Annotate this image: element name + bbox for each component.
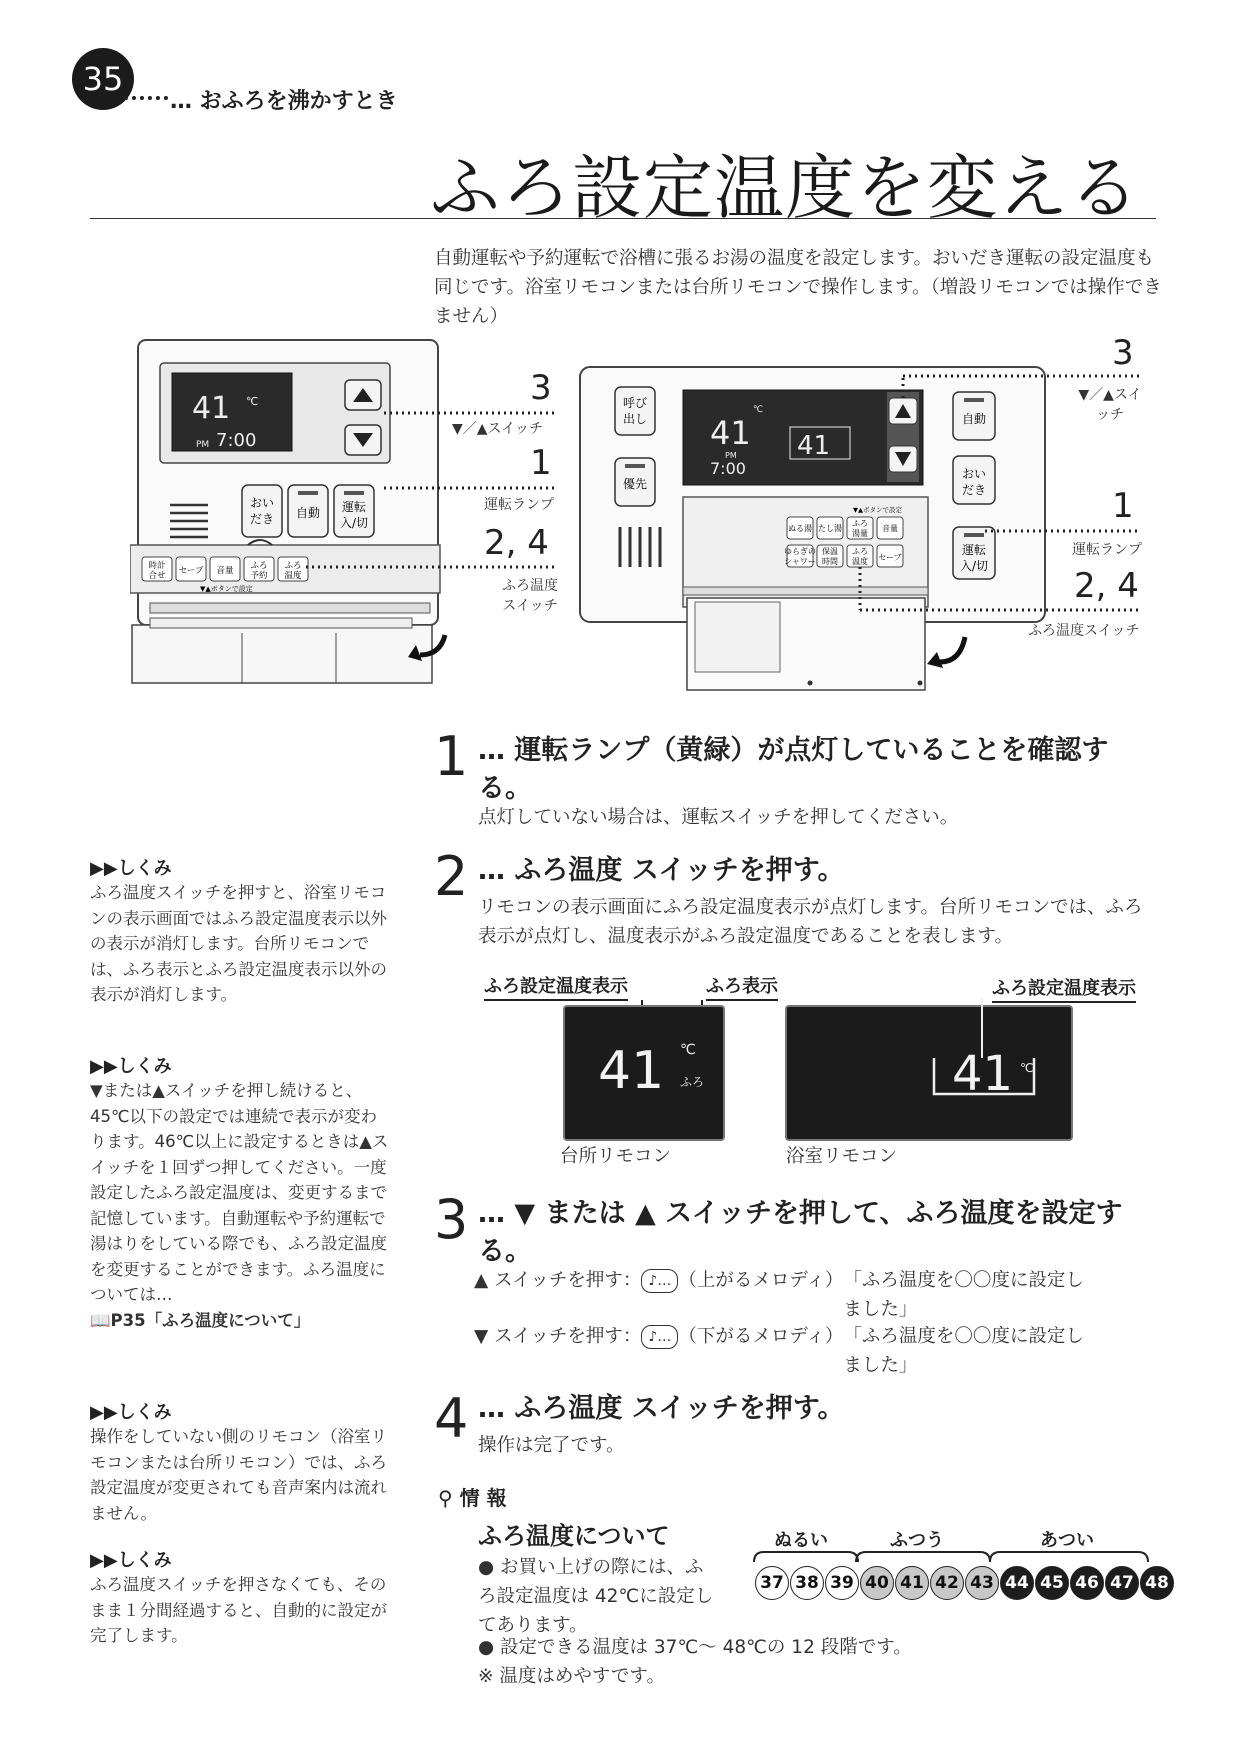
svg-text:入/切: 入/切 (959, 559, 989, 573)
bath-remote-temp: 41 (710, 414, 751, 452)
svg-text:合せ: 合せ (148, 571, 166, 581)
temp-circle: 37 (755, 1566, 789, 1600)
svg-text:温度: 温度 (284, 571, 302, 581)
page-number-badge: 35 (72, 48, 134, 110)
svg-text:時間: 時間 (822, 557, 838, 566)
step-4-title: … ふろ温度 スイッチを押す。 (478, 1393, 845, 1424)
kitchen-auto-button[interactable] (288, 485, 328, 537)
kitchen-callout-1-label: 運転ランプ (484, 497, 554, 513)
svg-text:保温: 保温 (822, 547, 838, 556)
svg-text:ぬる湯: ぬる湯 (788, 524, 812, 533)
sidebar-note-4: ▶▶しくみ ふろ温度スイッチを押さなくても、そのまま１分間経過すると、自動的に設定が完了します。 (90, 1550, 387, 1645)
svg-text:自動: 自動 (295, 506, 321, 520)
temp-circle: 46 (1070, 1566, 1104, 1600)
svg-text:シャワー: シャワー (784, 557, 816, 566)
svg-text:たし湯: たし湯 (818, 524, 842, 533)
intro-text: 自動運転や予約運転で浴槽に張るお湯の温度を設定します。おいだき運転の設定温度も同じです。浴室リモコンまたは台所リモコンで操作します。（増設リモコンでは操作できません） (434, 248, 1162, 327)
kitchen-remote-temp: 41 (192, 391, 231, 426)
svg-text:だき: だき (249, 512, 275, 526)
range-label-cool: ぬるい (774, 1530, 828, 1551)
melody-icon: ♪… (641, 1325, 678, 1349)
svg-text:だき: だき (961, 483, 987, 497)
kitchen-remote-caption: 台所リモコン (560, 1146, 672, 1167)
kitchen-furo-indicator: ふろ (680, 1075, 705, 1089)
range-brackets (752, 1546, 1152, 1564)
kitchen-callout-3: 3 (530, 368, 552, 408)
svg-text:予約: 予約 (250, 571, 268, 581)
kitchen-callout-1: 1 (530, 443, 552, 483)
svg-text:PM: PM (196, 440, 210, 450)
svg-text:運転: 運転 (341, 500, 367, 514)
melody-icon: ♪… (641, 1269, 678, 1293)
info-bullet-2: ● 設定できる温度は 37℃～ 48℃の 12 段階です。 (478, 1637, 912, 1658)
temperature-display-illustrations (560, 998, 1160, 1148)
svg-text:運転: 運転 (961, 543, 987, 557)
temp-circle: 47 (1105, 1566, 1139, 1600)
title-rule (90, 218, 1156, 219)
bath-callout-1-label: 運転ランプ (1072, 542, 1142, 558)
bath-up-button[interactable] (889, 398, 917, 424)
svg-text:▼▲ボタンで設定: ▼▲ボタンで設定 (200, 585, 253, 593)
svg-text:出し: 出し (622, 412, 648, 426)
bath-callout-1: 1 (1112, 486, 1134, 526)
bath-priority-button[interactable] (615, 458, 655, 506)
bath-setting-display-label: ふろ設定温度表示 (992, 974, 1136, 1000)
sidebar-reference-link[interactable]: 📖P35「ふろ温度について」 (90, 1310, 311, 1330)
svg-text:PM: PM (725, 451, 737, 460)
temperature-scale (755, 1566, 1175, 1600)
section-name: … おふろを沸かすとき (170, 89, 398, 114)
bath-callout-3: 3 (1112, 333, 1134, 373)
temp-circle: 43 (965, 1566, 999, 1600)
range-label-mid: ふつう (890, 1530, 944, 1551)
svg-text:音量: 音量 (216, 566, 234, 576)
svg-text:おい: おい (961, 467, 987, 481)
svg-text:ふろ: ふろ (852, 519, 868, 528)
svg-text:優先: 優先 (622, 477, 648, 491)
kitchen-power-button[interactable] (334, 485, 374, 537)
book-icon: 📖 (90, 1310, 111, 1330)
temp-circle: 39 (825, 1566, 859, 1600)
step-2-body: リモコンの表示画面にふろ設定温度表示が点灯します。台所リモコンでは、ふろ表示が点灯し、温度表示がふろ設定温度であることを表します。 (478, 897, 1143, 947)
kitchen-up-button[interactable] (345, 380, 381, 410)
bath-remote-caption: 浴室リモコン (786, 1146, 898, 1167)
info-note: ※ 温度はめやすです。 (478, 1666, 665, 1687)
sidebar-note-2: ▶▶しくみ ▼または▲スイッチを押し続けると、45℃以下の設定では連続で表示が変わります。46℃以上に設定するときは▲スイッチを１回ずつ押してください。一度設定したふろ設定温度は、変更するまで記憶しています。自動運転や予約運転で湯はりをしている際でも、ふろ設定温度を変更することができます。ふろ温度については… 📖P35「ふろ温度について」 (90, 1052, 390, 1333)
kitchen-callout-3-label: ▼／▲スイッチ (452, 421, 543, 437)
temp-circle: 42 (930, 1566, 964, 1600)
info-heading: ⚲ 情 報 (438, 1486, 507, 1510)
svg-text:温度: 温度 (852, 557, 868, 566)
kitchen-oidaki-button[interactable] (242, 485, 282, 537)
bath-callout-3-label: ▼／▲スイッチ (1078, 387, 1142, 423)
svg-text:ゆらぎの: ゆらぎの (784, 547, 816, 556)
sidebar-note-3: ▶▶しくみ 操作をしていない側のリモコン（浴室リモコンまたは台所リモコン）では、ふろ設定温度が変更されても音声案内は流れません。 (90, 1402, 387, 1523)
range-label-hot: あつい (1040, 1530, 1094, 1551)
bath-auto-button[interactable] (953, 392, 995, 440)
svg-text:ふろ: ふろ (250, 561, 268, 571)
svg-text:呼び: 呼び (622, 396, 648, 410)
magnifier-icon: ⚲ (438, 1486, 453, 1510)
svg-text:ふろ: ふろ (852, 547, 868, 556)
temp-circle: 38 (790, 1566, 824, 1600)
step-2-number: 2 (434, 845, 469, 908)
bath-oidaki-button[interactable] (953, 456, 995, 504)
step-1-number: 1 (434, 725, 469, 788)
temp-circle: 44 (1000, 1566, 1034, 1600)
svg-text:おい: おい (249, 496, 275, 510)
svg-text:41: 41 (797, 431, 831, 461)
bath-power-button[interactable] (953, 527, 995, 579)
step-2-title: … ふろ温度 スイッチを押す。 (478, 855, 845, 886)
step-3-line-up: ▲ スイッチを押す： ♪… （上がるメロディ） 「ふろ温度を〇〇度に設定しました」 (474, 1270, 1084, 1320)
step-3-line-down: ▼ スイッチを押す： ♪… （下がるメロディ） 「ふろ温度を〇〇度に設定しました」 (474, 1326, 1084, 1376)
bath-remote-illustration (575, 362, 1165, 702)
svg-text:湯量: 湯量 (852, 529, 868, 538)
temp-circle: 41 (895, 1566, 929, 1600)
bath-call-button[interactable] (615, 387, 655, 435)
svg-text:セーブ: セーブ (878, 553, 902, 562)
kitchen-callout-24-label: ふろ温度スイッチ (502, 578, 558, 614)
svg-text:ふろ: ふろ (284, 561, 302, 571)
svg-text:℃: ℃ (753, 405, 764, 415)
info-bullet-1: ● お買い上げの際には、ふろ設定温度は 42℃に設定してあります。 (478, 1557, 714, 1636)
svg-text:℃: ℃ (246, 395, 259, 408)
page-title: ふろ設定温度を変える (430, 147, 1140, 229)
svg-text:入/切: 入/切 (339, 516, 369, 530)
header-dots (124, 96, 168, 100)
temp-circle: 40 (860, 1566, 894, 1600)
svg-text:セーブ: セーブ (178, 566, 204, 576)
sidebar-note-1: ▶▶しくみ ふろ温度スイッチを押すと、浴室リモコンの表示画面ではふろ設定温度表示以外の表示が消灯します。台所リモコンでは、ふろ表示とふろ設定温度表示以外の表示が消灯します。 (90, 858, 387, 1004)
bath-callout-24: 2, 4 (1074, 566, 1139, 606)
svg-text:時計: 時計 (148, 561, 166, 571)
svg-text:℃: ℃ (680, 1042, 696, 1058)
svg-text:7:00: 7:00 (710, 459, 746, 478)
step-4-number: 4 (434, 1387, 469, 1450)
kitchen-callout-24: 2, 4 (484, 523, 549, 563)
temp-circle: 48 (1140, 1566, 1174, 1600)
kitchen-down-button[interactable] (345, 425, 381, 455)
svg-text:7:00: 7:00 (216, 430, 257, 451)
bath-display-temp: 41 (952, 1046, 1014, 1102)
step-3-number: 3 (434, 1188, 469, 1251)
step-1-title: … 運転ランプ（黄緑）が点灯していることを確認する。 (478, 735, 1109, 804)
kitchen-setting-display-label: ふろ設定温度表示 (484, 972, 628, 998)
kitchen-furo-display-label: ふろ表示 (706, 972, 778, 998)
temp-circle: 45 (1035, 1566, 1069, 1600)
info-subtitle: ふろ温度について (478, 1522, 670, 1550)
kitchen-remote-illustration (130, 335, 590, 695)
svg-text:音量: 音量 (882, 524, 898, 533)
svg-text:自動: 自動 (961, 412, 987, 426)
kitchen-display-temp: 41 (598, 1041, 665, 1101)
svg-text:℃: ℃ (1020, 1061, 1034, 1075)
bath-down-button[interactable] (889, 446, 917, 472)
bath-callout-24-label: ふろ温度スイッチ (1028, 623, 1140, 639)
step-3-title: … ▼ または ▲ スイッチを押して、ふろ温度を設定する。 (478, 1198, 1123, 1267)
step-4-body: 操作は完了です。 (478, 1435, 625, 1456)
step-1-body: 点灯していない場合は、運転スイッチを押してください。 (478, 807, 959, 828)
svg-text:▼▲ボタンで設定: ▼▲ボタンで設定 (853, 506, 902, 514)
